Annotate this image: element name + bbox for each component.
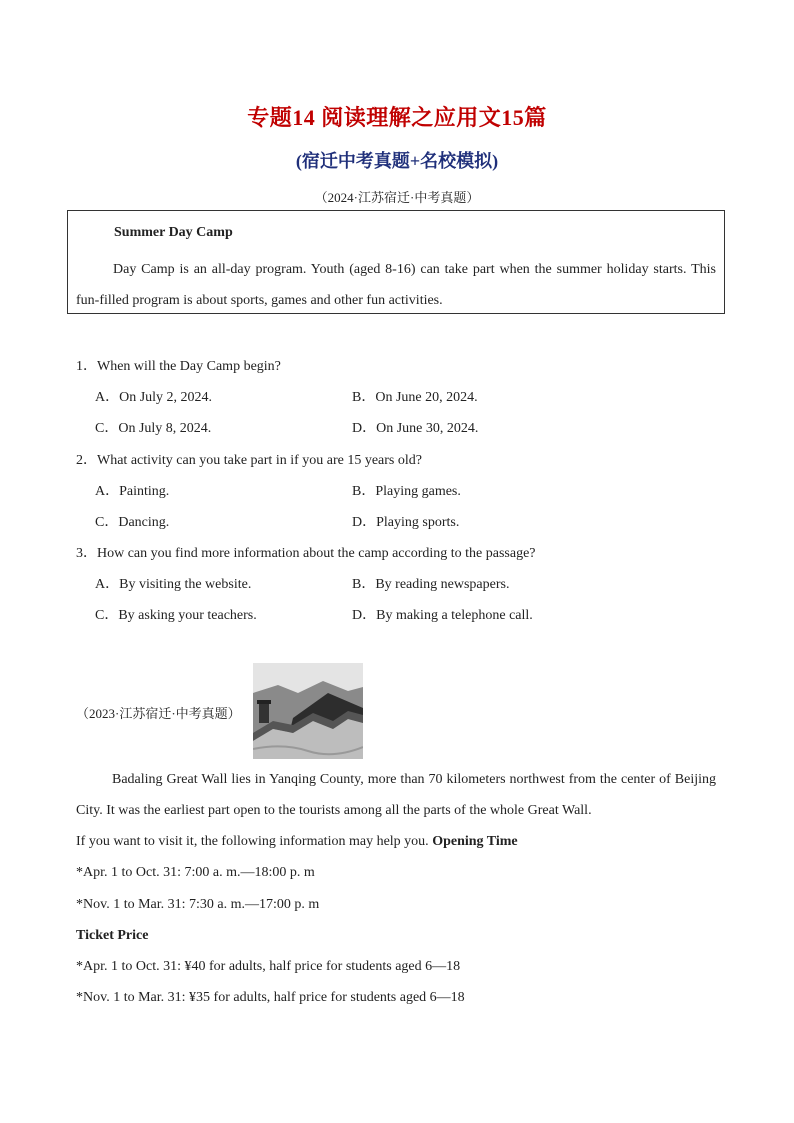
q3-option-c[interactable]: C．By asking your teachers. bbox=[95, 608, 257, 623]
source-label-2024: （2024·江苏宿迁·中考真题） bbox=[314, 190, 480, 205]
great-wall-intro: Badaling Great Wall lies in Yanqing County, more than 70 kilometers northwest from the center of Beijing City. It was the earliest part open to the tourists among all the parts of the whole Great Wall. bbox=[76, 772, 716, 818]
page-subtitle: (宿迁中考真题+名校模拟) bbox=[295, 151, 499, 171]
q3-option-b[interactable]: B．By reading newspapers. bbox=[352, 577, 510, 592]
help-text: If you want to visit it, the following information may help you. bbox=[76, 834, 429, 849]
q3-option-a[interactable]: A．By visiting the website. bbox=[95, 577, 252, 592]
ticket-price-2: *Nov. 1 to Mar. 31: ¥35 for adults, half price for students aged 6—18 bbox=[76, 990, 465, 1005]
ticket-price-heading: Ticket Price bbox=[76, 928, 149, 943]
q2-option-b[interactable]: B．Playing games. bbox=[352, 484, 461, 499]
ticket-price-1: *Apr. 1 to Oct. 31: ¥40 for adults, half price for students aged 6—18 bbox=[76, 959, 461, 974]
q2-option-d[interactable]: D．Playing sports. bbox=[352, 515, 460, 530]
q3-option-d[interactable]: D．By making a telephone call. bbox=[352, 608, 533, 623]
help-line bbox=[76, 826, 716, 857]
great-wall-photo bbox=[253, 663, 363, 759]
q1-option-d[interactable]: D．On June 30, 2024. bbox=[352, 421, 479, 436]
q1-option-c[interactable]: C．On July 8, 2024. bbox=[95, 421, 212, 436]
page-title: 专题14 阅读理解之应用文15篇 bbox=[247, 105, 547, 130]
passage-box bbox=[67, 210, 725, 314]
opening-time-1: *Apr. 1 to Oct. 31: 7:00 a. m.—18:00 p. m bbox=[76, 865, 315, 880]
source-label-2023: （2023·江苏宿迁·中考真题） bbox=[76, 706, 241, 721]
opening-time-heading: Opening Time bbox=[432, 834, 518, 849]
passage-text: Day Camp is an all-day program. Youth (aged 8-16) can take part when the summer holiday starts. This fun-filled program is about sports, games and other fun activities. bbox=[76, 262, 716, 308]
opening-time-2: *Nov. 1 to Mar. 31: 7:30 a. m.—17:00 p. m bbox=[76, 897, 320, 912]
q2-option-c[interactable]: C．Dancing. bbox=[95, 515, 170, 530]
q1-option-b[interactable]: B．On June 20, 2024. bbox=[352, 390, 478, 405]
question-3: 3．How can you find more information about the camp according to the passage? bbox=[76, 546, 536, 561]
q1-option-a[interactable]: A．On July 2, 2024. bbox=[95, 390, 213, 405]
passage-title: Summer Day Camp bbox=[114, 225, 233, 240]
question-2: 2．What activity can you take part in if you are 15 years old? bbox=[76, 453, 422, 468]
question-1: 1．When will the Day Camp begin? bbox=[76, 359, 281, 374]
q2-option-a[interactable]: A．Painting. bbox=[95, 484, 170, 499]
